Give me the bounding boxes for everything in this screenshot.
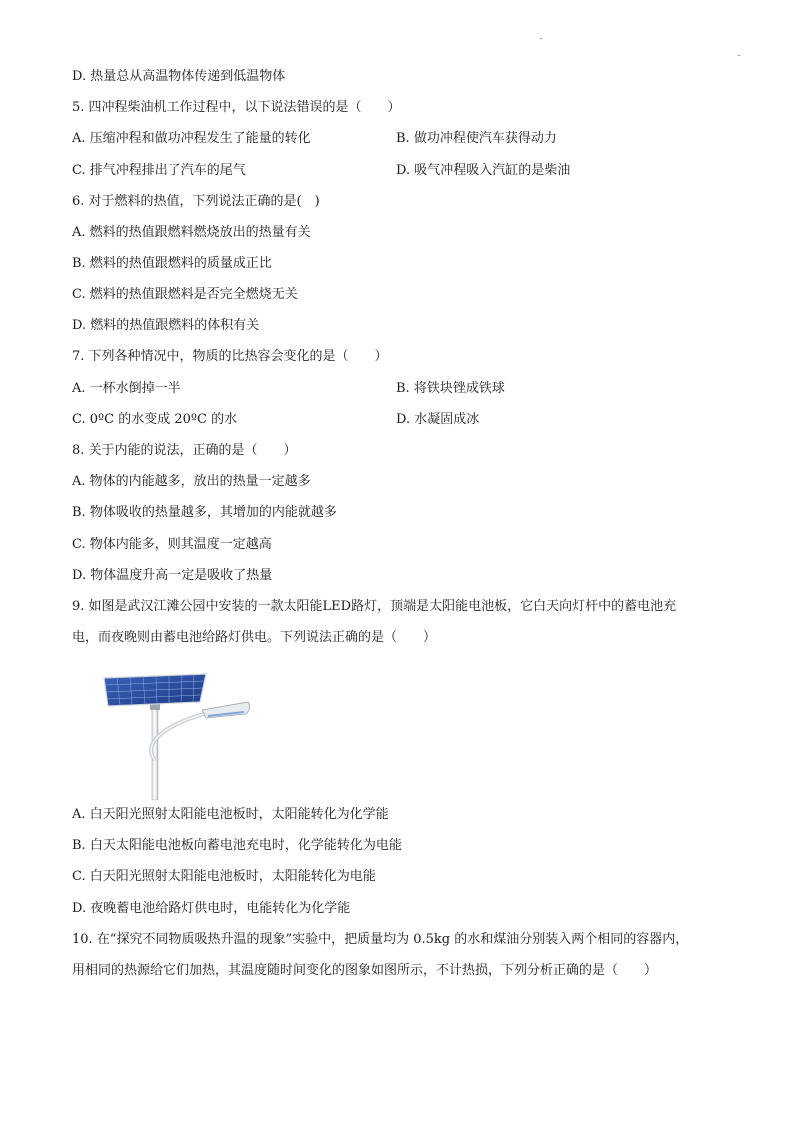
q7-option-c: C. 0ºC 的水变成 20ºC 的水 [72, 412, 238, 427]
q5-option-b: B. 做功冲程使汽车获得动力 [396, 131, 557, 146]
q9-option-b: B. 白天太阳能电池板向蓄电池充电时，化学能转化为电能 [72, 838, 402, 853]
q7-stem: 7. 下列各种情况中，物质的比热容会变化的是（ ） [72, 349, 388, 364]
q5-option-c: C. 排气冲程排出了汽车的尾气 [72, 163, 246, 178]
q10-stem-line1: 10. 在“探究不同物质吸热升温的现象”实验中，把质量均为 0.5kg 的水和煤油分别装入两个相同的容器内， [72, 932, 689, 947]
q4-option-d: D. 热量总从高温物体传递到低温物体 [72, 69, 286, 84]
solar-panel [104, 674, 206, 706]
q8-option-c: C. 物体内能多，则其温度一定越高 [72, 537, 272, 552]
q5-option-a: A. 压缩冲程和做功冲程发生了能量的转化 [72, 131, 311, 146]
speck [540, 38, 542, 39]
q8-stem: 8. 关于内能的说法，正确的是（ ） [72, 443, 297, 458]
q7-option-a: A. 一杯水倒掉一半 [72, 381, 181, 396]
q9-stem-line2: 电，而夜晚则由蓄电池给路灯供电。下列说法正确的是（ ） [72, 630, 437, 645]
q7-option-b: B. 将铁块锉成铁球 [396, 381, 505, 396]
q9-option-a: A. 白天阳光照射太阳能电池板时，太阳能转化为化学能 [72, 807, 389, 822]
speck [738, 55, 740, 56]
q8-option-a: A. 物体的内能越多，放出的热量一定越多 [72, 474, 311, 489]
q6-option-b: B. 燃料的热值跟燃料的质量成正比 [72, 256, 272, 271]
q8-option-b: B. 物体吸收的热量越多，其增加的内能就越多 [72, 505, 337, 520]
lamp-arm [151, 712, 212, 760]
q5-option-d: D. 吸气冲程吸入汽缸的是柴油 [396, 163, 571, 178]
solar-street-lamp-figure [100, 672, 260, 800]
q6-stem: 6. 对于燃料的热值，下列说法正确的是( ) [72, 194, 320, 209]
q8-option-d: D. 物体温度升高一定是吸收了热量 [72, 568, 273, 583]
q6-option-a: A. 燃料的热值跟燃料燃烧放出的热量有关 [72, 225, 311, 240]
q7-option-d: D. 水凝固成冰 [396, 412, 480, 427]
q9-stem-line1: 9. 如图是武汉江滩公园中安装的一款太阳能LED路灯，顶端是太阳能电池板，它白天向灯杆中的蓄电池充 [72, 599, 677, 614]
q9-option-c: C. 白天阳光照射太阳能电池板时，太阳能转化为电能 [72, 869, 376, 884]
q9-option-d: D. 夜晚蓄电池给路灯供电时，电能转化为化学能 [72, 901, 351, 916]
q5-stem: 5. 四冲程柴油机工作过程中，以下说法错误的是（ ） [72, 100, 401, 115]
q6-option-c: C. 燃料的热值跟燃料是否完全燃烧无关 [72, 287, 298, 302]
q6-option-d: D. 燃料的热值跟燃料的体积有关 [72, 318, 260, 333]
q10-stem-line2: 用相同的热源给它们加热，其温度随时间变化的图象如图所示，不计热损，下列分析正确的是（ ） [72, 963, 658, 978]
